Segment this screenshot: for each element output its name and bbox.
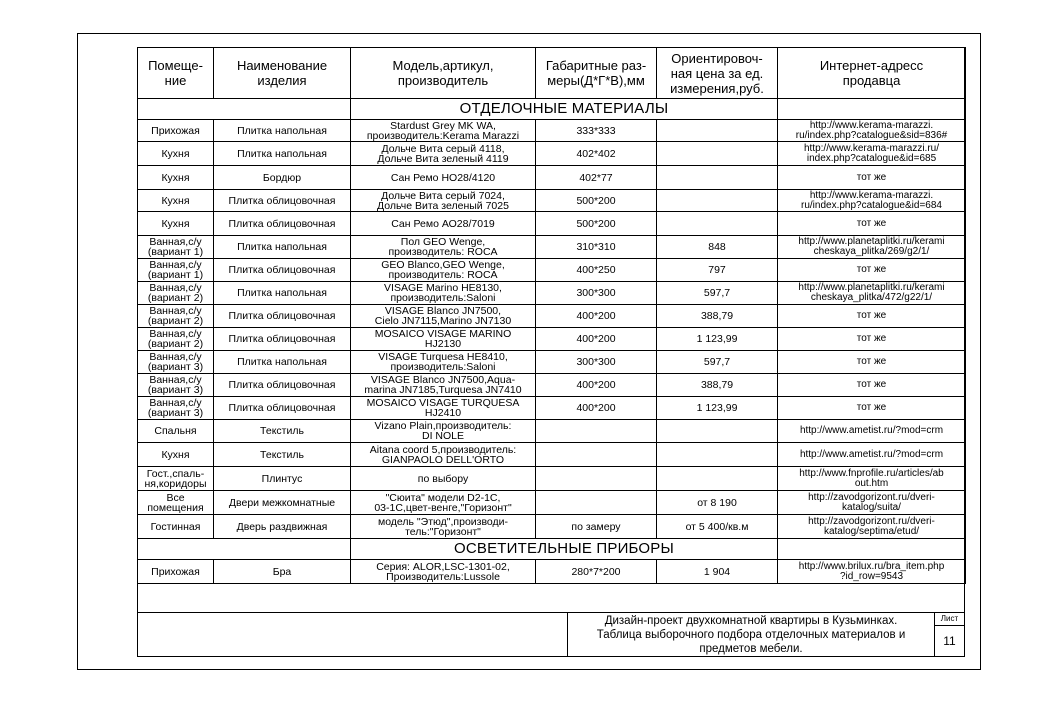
size-cell (536, 443, 657, 467)
table-row (138, 491, 966, 515)
size-cell: 402*402 (536, 142, 657, 166)
size-cell: по замеру (536, 515, 657, 539)
price-cell: 388,79 (657, 305, 778, 328)
table-row (138, 305, 966, 328)
item-cell: Плинтус (214, 467, 351, 491)
room-cell: Ванная,с/у (вариант 2) (138, 328, 214, 351)
table-row (138, 560, 966, 584)
title-block (567, 612, 965, 657)
section-row (138, 539, 966, 560)
price-cell: 797 (657, 259, 778, 282)
size-cell: 402*77 (536, 166, 657, 190)
table-row (138, 397, 966, 420)
price-cell: 388,79 (657, 374, 778, 397)
item-cell: Плитка облицовочная (214, 374, 351, 397)
title-block-top-line (137, 612, 568, 614)
table-row (138, 142, 966, 166)
size-cell: 310*310 (536, 236, 657, 259)
header-url: Интернет-адресс продавца (778, 48, 966, 99)
model-cell: "Сюита" модели D2-1С, 03-1С,цвет-венге,"Горизонт" (351, 491, 536, 515)
item-cell: Плитка напольная (214, 120, 351, 142)
price-cell: от 5 400/кв.м (657, 515, 778, 539)
model-cell: MOSAICO VISAGE MARINO HJ2130 (351, 328, 536, 351)
item-cell: Бра (214, 560, 351, 584)
sheet-label: Лист (935, 613, 964, 626)
url-cell: http://www.kerama-marazzi.ru/ index.php?catalogue&id=685 (778, 142, 966, 166)
drawing-description-text: Дизайн-проект двухкомнатной квартиры в Кузьминках. Таблица выборочного подбора отделочных материалов и предметов мебели. (596, 614, 906, 655)
item-cell: Двери межкомнатные (214, 491, 351, 515)
size-cell: 500*200 (536, 190, 657, 212)
model-cell: Дольче Вита серый 7024, Дольче Вита зеленый 7025 (351, 190, 536, 212)
room-cell: Кухня (138, 142, 214, 166)
size-cell (536, 467, 657, 491)
table-header-row (138, 48, 966, 99)
item-cell: Плитка облицовочная (214, 190, 351, 212)
size-cell: 400*250 (536, 259, 657, 282)
model-cell: VISAGE Blanco JN7500, Cielo JN7115,Marino JN7130 (351, 305, 536, 328)
model-cell: Сан Ремо АО28/7019 (351, 212, 536, 236)
table-row (138, 328, 966, 351)
url-cell: тот же (778, 166, 966, 190)
room-cell: Ванная,с/у (вариант 1) (138, 236, 214, 259)
room-cell: Все помещения (138, 491, 214, 515)
model-cell: модель "Этюд",производи- тель:"Горизонт" (351, 515, 536, 539)
drawing-description (568, 613, 935, 656)
price-cell (657, 190, 778, 212)
price-cell: 1 123,99 (657, 328, 778, 351)
room-cell: Кухня (138, 190, 214, 212)
item-cell: Плитка облицовочная (214, 328, 351, 351)
size-cell: 400*200 (536, 305, 657, 328)
url-cell: http://www.fnprofile.ru/articles/ab out.htm (778, 467, 966, 491)
size-cell: 400*200 (536, 328, 657, 351)
url-cell: тот же (778, 212, 966, 236)
size-cell: 400*200 (536, 374, 657, 397)
model-cell: Дольче Вита серый 4118, Дольче Вита зеленый 4119 (351, 142, 536, 166)
table-row (138, 351, 966, 374)
room-cell: Ванная,с/у (вариант 3) (138, 351, 214, 374)
model-cell: Сан Ремо НО28/4120 (351, 166, 536, 190)
section-title: ОСВЕТИТЕЛЬНЫЕ ПРИБОРЫ (351, 539, 778, 560)
price-cell: от 8 190 (657, 491, 778, 515)
room-cell: Ванная,с/у (вариант 3) (138, 397, 214, 420)
price-cell (657, 467, 778, 491)
section-blank-cell (138, 99, 351, 120)
sheet-number: 11 (943, 634, 956, 648)
model-cell: GEO Blanco,GEO Wenge, производитель: ROCA (351, 259, 536, 282)
model-cell: Серия: ALOR,LSC-1301-02, Производитель:Lussole (351, 560, 536, 584)
size-cell: 280*7*200 (536, 560, 657, 584)
url-cell: http://www.ametist.ru/?mod=crm (778, 420, 966, 443)
header-item: Наименование изделия (214, 48, 351, 99)
item-cell: Плитка напольная (214, 142, 351, 166)
price-cell (657, 443, 778, 467)
model-cell: VISAGE Turquesa HE8410, производитель:Saloni (351, 351, 536, 374)
model-cell: Пол GEO Wenge, производитель: ROCA (351, 236, 536, 259)
table-row (138, 259, 966, 282)
url-cell: http://www.kerama-marazzi. ru/index.php?catalogue&id=684 (778, 190, 966, 212)
model-cell: по выбору (351, 467, 536, 491)
header-model: Модель,артикул, производитель (351, 48, 536, 99)
room-cell: Ванная,с/у (вариант 2) (138, 305, 214, 328)
table-row (138, 420, 966, 443)
size-cell (536, 491, 657, 515)
model-cell: MOSAICO VISAGE TURQUESA HJ2410 (351, 397, 536, 420)
table-row (138, 282, 966, 305)
size-cell (536, 420, 657, 443)
item-cell: Плитка напольная (214, 351, 351, 374)
price-cell: 848 (657, 236, 778, 259)
model-cell: Aitana coord 5,производитель: GIANPAOLO DELL'ORTO (351, 443, 536, 467)
section-row (138, 99, 966, 120)
price-cell (657, 420, 778, 443)
table-row (138, 120, 966, 142)
size-cell: 500*200 (536, 212, 657, 236)
table-row (138, 212, 966, 236)
item-cell: Текстиль (214, 443, 351, 467)
url-cell: тот же (778, 328, 966, 351)
model-cell: Stardust Grey MK WA, производитель:Kerama Marazzi (351, 120, 536, 142)
price-cell (657, 142, 778, 166)
size-cell: 300*300 (536, 351, 657, 374)
room-cell: Ванная,с/у (вариант 3) (138, 374, 214, 397)
item-cell: Бордюр (214, 166, 351, 190)
item-cell: Плитка облицовочная (214, 259, 351, 282)
price-cell: 1 904 (657, 560, 778, 584)
size-cell: 300*300 (536, 282, 657, 305)
room-cell: Гостинная (138, 515, 214, 539)
price-cell (657, 120, 778, 142)
item-cell: Дверь раздвижная (214, 515, 351, 539)
size-cell: 400*200 (536, 397, 657, 420)
room-cell: Прихожая (138, 560, 214, 584)
price-cell: 1 123,99 (657, 397, 778, 420)
room-cell: Ванная,с/у (вариант 1) (138, 259, 214, 282)
url-cell: http://www.planetaplitki.ru/kerami cheskaya_plitka/269/g2/1/ (778, 236, 966, 259)
url-cell: тот же (778, 397, 966, 420)
header-price: Ориентировоч- ная цена за ед. измерения,руб. (657, 48, 778, 99)
table-row (138, 190, 966, 212)
section-blank-cell (138, 539, 351, 560)
url-cell: http://zavodgorizont.ru/dveri- katalog/septima/etud/ (778, 515, 966, 539)
table-row (138, 443, 966, 467)
item-cell: Плитка напольная (214, 282, 351, 305)
item-cell: Плитка облицовочная (214, 212, 351, 236)
room-cell: Кухня (138, 443, 214, 467)
table-row (138, 515, 966, 539)
url-cell: тот же (778, 305, 966, 328)
room-cell: Прихожая (138, 120, 214, 142)
url-cell: тот же (778, 351, 966, 374)
url-cell: http://www.kerama-marazzi. ru/index.php?catalogue&sid=836# (778, 120, 966, 142)
item-cell: Плитка напольная (214, 236, 351, 259)
url-cell: http://www.ametist.ru/?mod=crm (778, 443, 966, 467)
price-cell: 597,7 (657, 351, 778, 374)
item-cell: Плитка облицовочная (214, 305, 351, 328)
room-cell: Кухня (138, 166, 214, 190)
model-cell: VISAGE Marino HE8130, производитель:Saloni (351, 282, 536, 305)
room-cell: Кухня (138, 212, 214, 236)
url-cell: http://www.planetaplitki.ru/kerami cheskaya_plitka/472/g22/1/ (778, 282, 966, 305)
header-size: Габаритные раз- меры(Д*Г*В),мм (536, 48, 657, 99)
room-cell: Спальня (138, 420, 214, 443)
room-cell: Гост.,спаль- ня,коридоры (138, 467, 214, 491)
section-blank-cell (778, 539, 966, 560)
materials-table (137, 47, 966, 584)
price-cell (657, 212, 778, 236)
item-cell: Плитка облицовочная (214, 397, 351, 420)
table-row (138, 467, 966, 491)
table-row (138, 374, 966, 397)
model-cell: VISAGE Blanco JN7500,Aqua- marina JN7185,Turquesa JN7410 (351, 374, 536, 397)
room-cell: Ванная,с/у (вариант 2) (138, 282, 214, 305)
url-cell: http://zavodgorizont.ru/dveri- katalog/suita/ (778, 491, 966, 515)
size-cell: 333*333 (536, 120, 657, 142)
table-row (138, 166, 966, 190)
url-cell: http://www.brilux.ru/bra_item.php ?id_row=9543 (778, 560, 966, 584)
section-title: ОТДЕЛОЧНЫЕ МАТЕРИАЛЫ (351, 99, 778, 120)
item-cell: Текстиль (214, 420, 351, 443)
table-row (138, 236, 966, 259)
price-cell: 597,7 (657, 282, 778, 305)
model-cell: Vizano Plain,производитель: DI NOLE (351, 420, 536, 443)
url-cell: тот же (778, 259, 966, 282)
header-room: Помеще- ние (138, 48, 214, 99)
section-blank-cell (778, 99, 966, 120)
url-cell: тот же (778, 374, 966, 397)
price-cell (657, 166, 778, 190)
